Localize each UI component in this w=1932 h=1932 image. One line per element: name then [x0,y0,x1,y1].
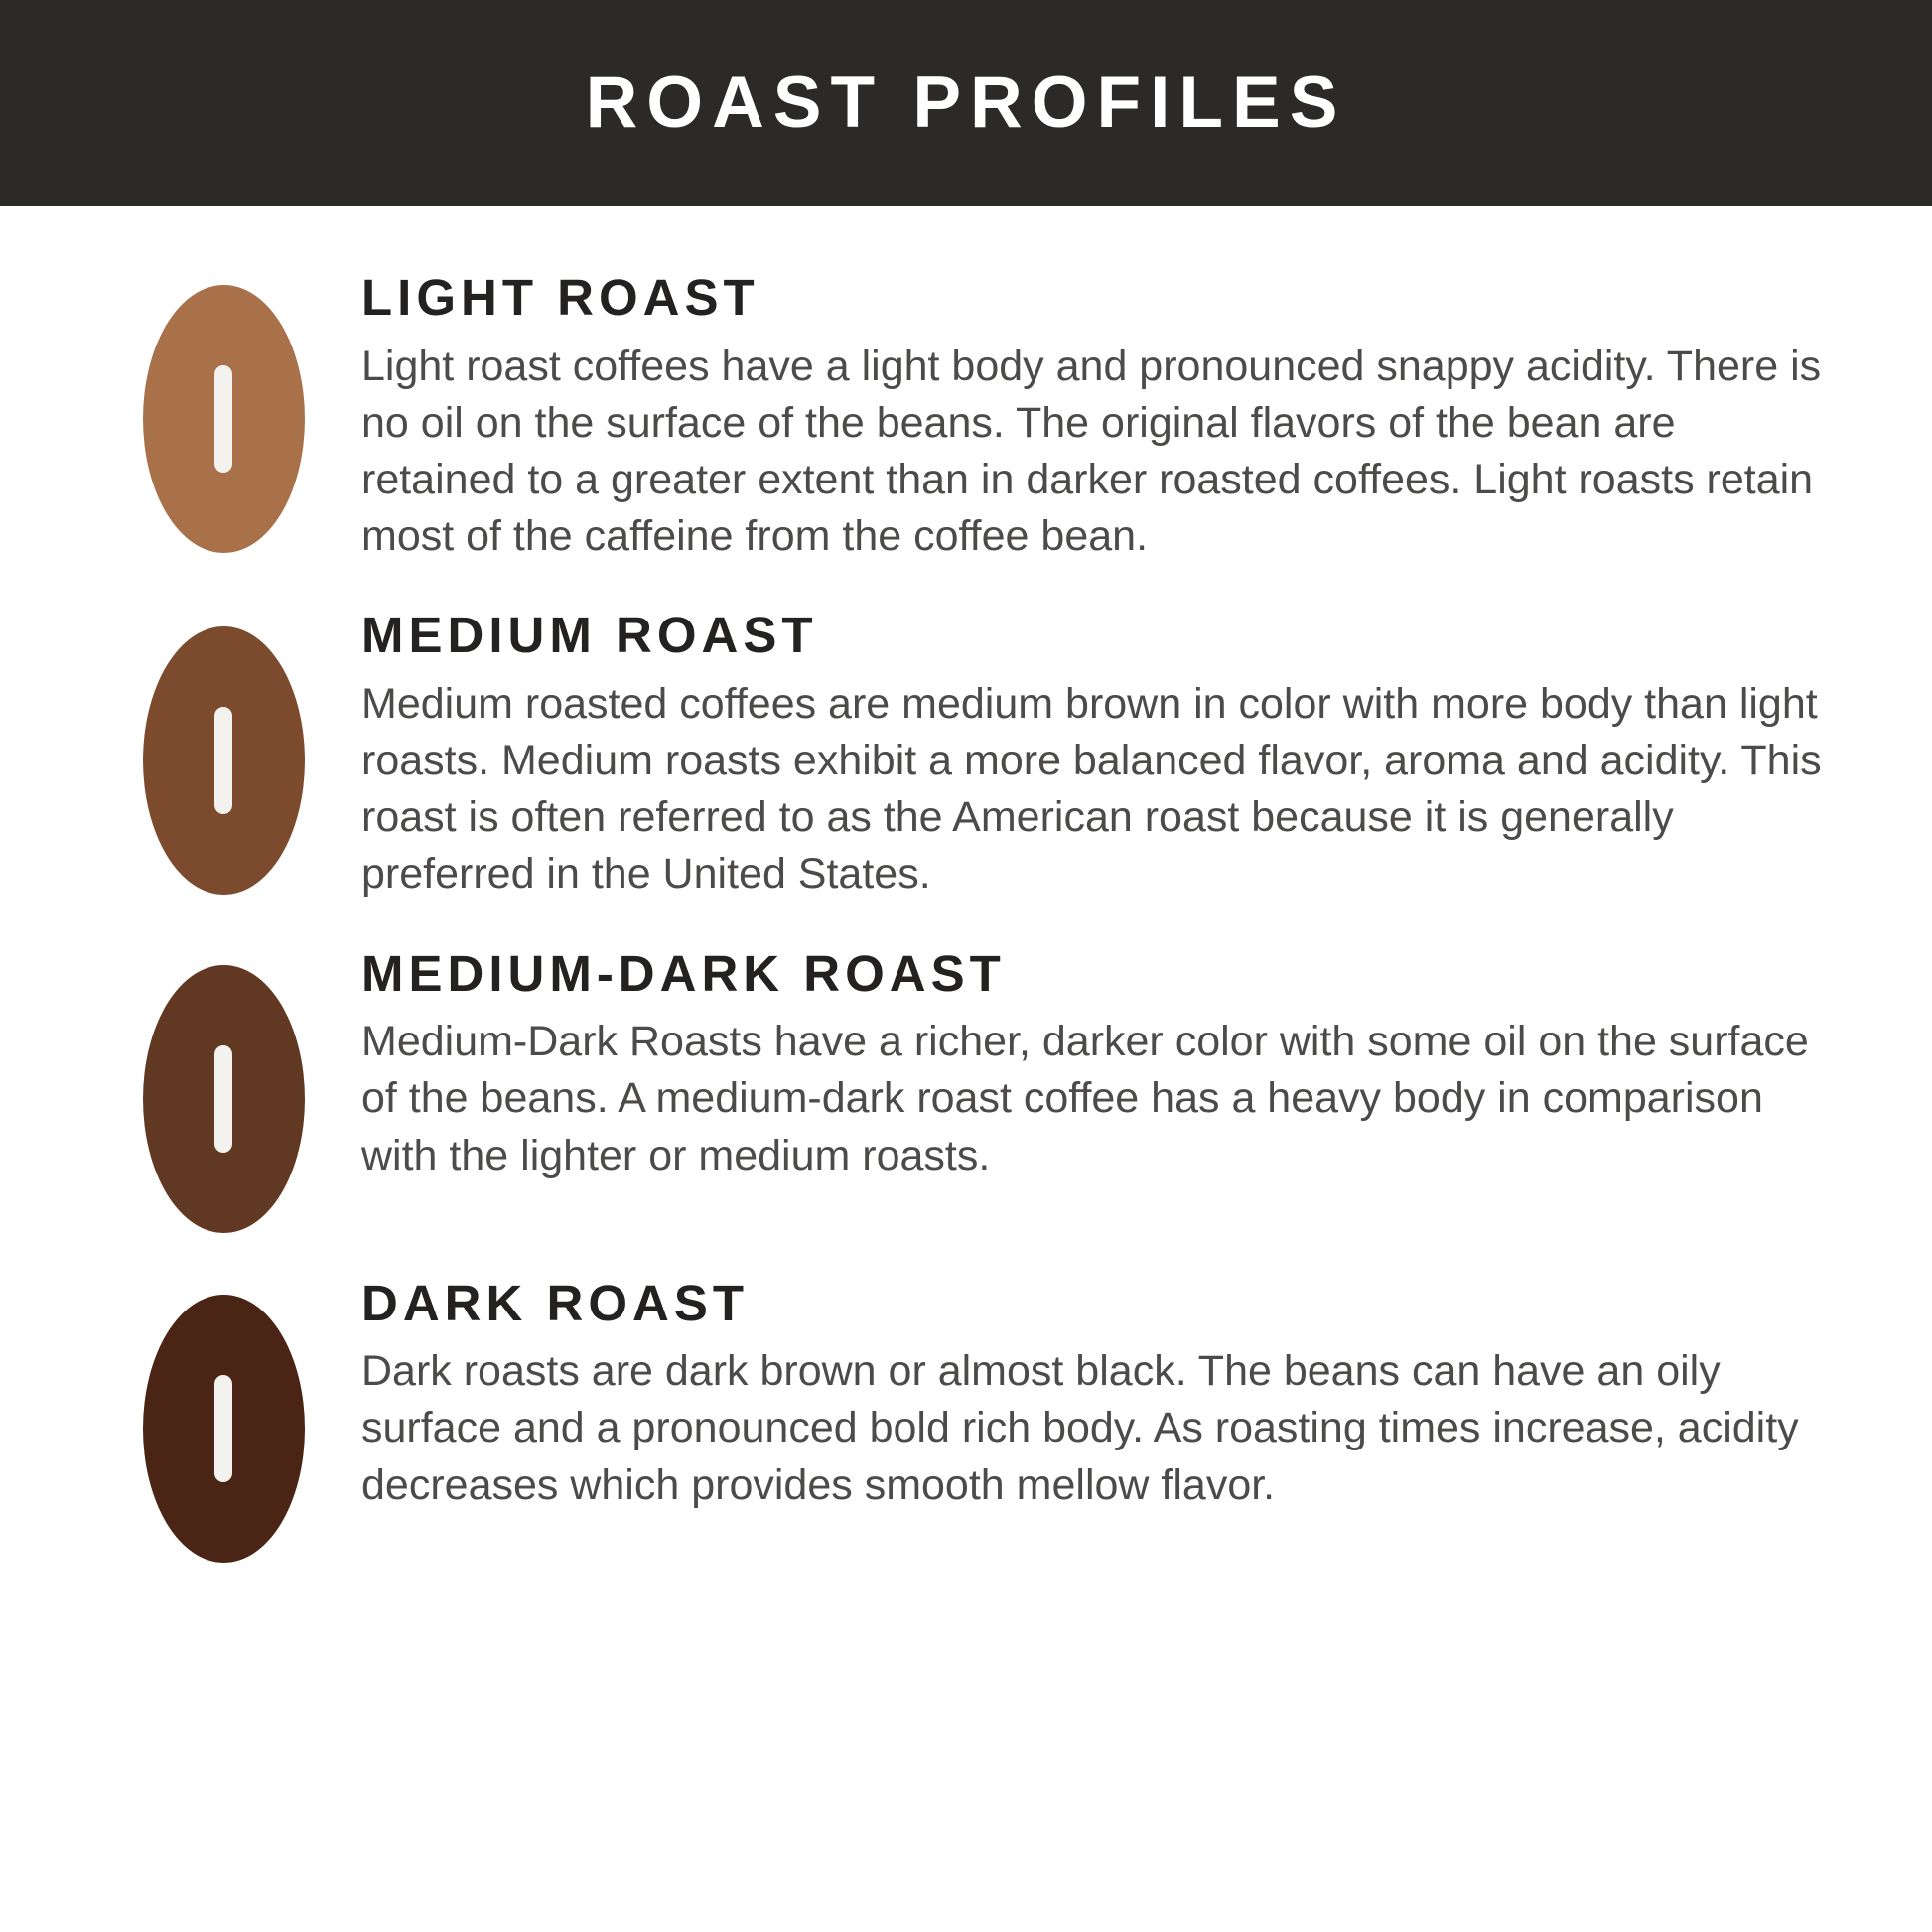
page-title: ROAST PROFILES [585,63,1347,143]
roast-text-block [338,1274,1838,1514]
roast-title-dark: DARK ROAST [361,1274,749,1331]
bean-crease-icon [214,365,232,473]
bean-icon-wrapper [109,267,338,553]
list-item [109,609,1838,902]
roast-description-light: Light roast coffees have a light body and pronounced snappy acidity. There is no oil on the surface of the beans. The original flavors of the bean are retained to a greater extent than in darker roasted coffees. Light roasts retain most of the caffeine from the coffee bean. [361,342,1822,561]
list-item [109,944,1838,1233]
roast-title-medium: MEDIUM ROAST [361,607,818,664]
roast-text-block [338,267,1838,565]
bean-crease-icon [214,1045,232,1153]
coffee-bean-icon [143,285,305,553]
roast-text-block [338,609,1838,902]
roast-title-medium-dark: MEDIUM-DARK ROAST [361,944,1006,1002]
roast-text-block [338,944,1838,1184]
page-header [0,0,1932,206]
list-item [109,1274,1838,1563]
coffee-bean-icon [143,626,305,895]
bean-icon-wrapper [109,609,338,895]
coffee-bean-icon [143,1295,305,1563]
roast-description-dark: Dark roasts are dark brown or almost black. The beans can have an oily surface and a pronounced bold rich body. As roasting times increase, acidity decreases which provides smooth mellow flavor. [361,1347,1799,1509]
bean-icon-wrapper [109,947,338,1233]
roast-description-medium-dark: Medium-Dark Roasts have a richer, darker color with some oil on the surface of the beans. A medium-dark roast coffee has a heavy body in comparison with the lighter or medium roasts. [361,1018,1809,1179]
bean-crease-icon [214,1375,232,1482]
list-item [109,267,1838,565]
coffee-bean-icon [143,965,305,1233]
roast-description-medium: Medium roasted coffees are medium brown in color with more body than light roasts. Medium roasts exhibit a more balanced flavor, aroma and acidity. This roast is often referred to as the American roast because it is generally preferred in the United States. [361,679,1822,898]
bean-crease-icon [214,707,232,814]
roast-list [0,206,1932,1563]
bean-icon-wrapper [109,1277,338,1563]
roast-title-light: LIGHT ROAST [361,269,759,326]
